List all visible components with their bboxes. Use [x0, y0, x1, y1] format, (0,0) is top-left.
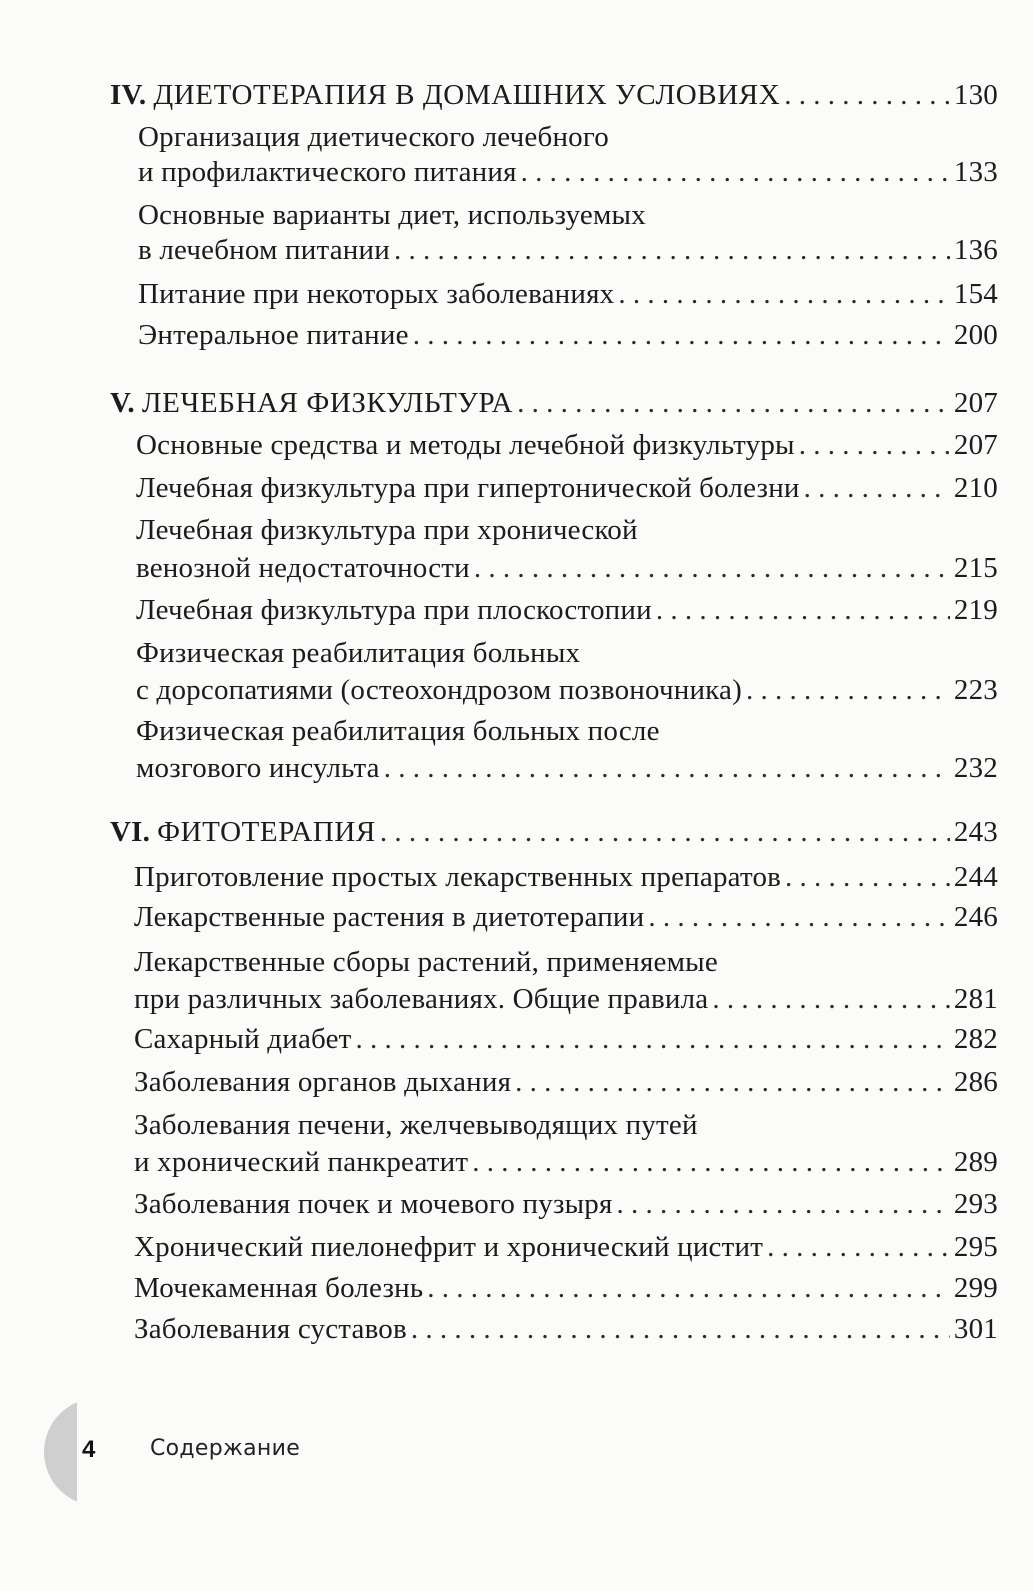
page-footer [0, 1398, 400, 1508]
toc-entry [134, 1230, 998, 1264]
page-number: 299 [953, 1272, 998, 1304]
page-number: 244 [953, 861, 998, 893]
toc-entry [136, 673, 998, 707]
page-number: 301 [953, 1313, 998, 1345]
toc-entry [138, 155, 998, 189]
toc-entry [134, 900, 998, 934]
page-number: 219 [953, 594, 998, 626]
chapter-number: VI. [110, 816, 151, 848]
page-number: 243 [953, 816, 998, 848]
page-number: 293 [953, 1188, 998, 1220]
page-number: 133 [953, 156, 998, 188]
chapter-number: IV. [110, 79, 147, 111]
toc-entry-title: Питание при некоторых заболеваниях [138, 278, 615, 310]
toc-entry [136, 428, 998, 462]
toc-entry-text: Основные варианты диет, используемых [138, 199, 646, 231]
dot-leader [515, 1065, 950, 1099]
dot-leader [427, 1271, 950, 1305]
dot-leader [474, 551, 950, 585]
toc-entry-title: Хронический пиелонефрит и хронический цистит [134, 1231, 764, 1263]
chapter-title: ФИТОТЕРАПИЯ [157, 816, 376, 848]
page-number: 286 [953, 1066, 998, 1098]
dot-leader [656, 593, 950, 627]
dot-leader [804, 471, 950, 505]
toc-entry [134, 1187, 998, 1221]
page-number: 215 [953, 552, 998, 584]
toc-entry-title: и профилактического питания [138, 156, 517, 188]
chapter-number: V. [110, 387, 135, 419]
toc-entry-title: Заболевания суставов [134, 1313, 407, 1345]
toc-entry-text: Физическая реабилитация больных [136, 637, 581, 669]
toc-entry [138, 233, 998, 267]
toc-entry-line1 [136, 513, 998, 547]
toc-entry [134, 1022, 998, 1056]
dot-leader [472, 1145, 950, 1179]
toc-entry-title: Лечебная физкультура при гипертонической болезни [136, 472, 800, 504]
dot-leader [784, 78, 950, 112]
toc-entry-title: Сахарный диабет [134, 1023, 352, 1055]
chapter-title: ДИЕТОТЕРАПИЯ В ДОМАШНИХ УСЛОВИЯХ [153, 79, 781, 111]
toc-entry-text: Организация диетического лечебного [138, 121, 609, 153]
toc-entry-title: Приготовление простых лекарственных препаратов [134, 861, 782, 893]
dot-leader [799, 428, 950, 462]
dot-leader [411, 1312, 950, 1346]
dot-leader [380, 815, 950, 849]
dot-leader [767, 1230, 950, 1264]
toc-entry-title: с дорсопатиями (остеохондрозом позвоночника) [136, 674, 742, 706]
toc-entry-text: Заболевания печени, желчевыводящих путей [134, 1109, 698, 1141]
toc-entry-title [110, 815, 376, 849]
toc-entry-line1 [138, 120, 998, 154]
chapter-title: ЛЕЧЕБНАЯ ФИЗКУЛЬТУРА [141, 387, 514, 419]
toc-entry-title [110, 386, 513, 420]
toc-entry-line1 [138, 198, 998, 232]
toc-entry-title: Заболевания почек и мочевого пузыря [134, 1188, 613, 1220]
toc-entry-title: мозгового инсульта [136, 752, 380, 784]
toc-entry-line1 [136, 636, 998, 670]
page-number: 200 [953, 319, 998, 351]
page-number: 232 [953, 752, 998, 784]
toc-entry [134, 860, 998, 894]
toc-entry-title: венозной недостаточности [136, 552, 470, 584]
toc-entry [134, 982, 998, 1016]
page-number: 130 [953, 79, 998, 111]
dot-leader [785, 860, 950, 894]
page-number: 281 [953, 983, 998, 1015]
toc-entry [134, 1271, 998, 1305]
toc-entry [136, 471, 998, 505]
toc-entry-title: Лечебная физкультура при плоскостопии [136, 594, 652, 626]
toc-entry [138, 318, 998, 352]
footer-page-number: 4 [82, 1436, 96, 1463]
toc-entry [136, 751, 998, 785]
page-number: 207 [953, 387, 998, 419]
toc-entry-title: Энтеральное питание [138, 319, 409, 351]
dot-leader [413, 318, 950, 352]
toc-entry-title: в лечебном питании [138, 234, 390, 266]
toc-entry [134, 1145, 998, 1179]
page-number: 154 [953, 278, 998, 310]
page-number: 246 [953, 901, 998, 933]
toc-entry [136, 593, 998, 627]
toc-entry-line1 [134, 945, 998, 979]
page-number: 282 [953, 1023, 998, 1055]
toc-entry-text: Физическая реабилитация больных после [136, 715, 660, 747]
toc-entry [134, 1312, 998, 1346]
toc-entry-text: Лечебная физкультура при хронической [136, 514, 638, 546]
dot-leader [648, 900, 950, 934]
toc-entry-title: при различных заболеваниях. Общие правила [134, 983, 709, 1015]
footer-section-label: Содержание [150, 1436, 301, 1461]
toc-entry-title: Заболевания органов дыхания [134, 1066, 512, 1098]
page-number: 295 [953, 1231, 998, 1263]
toc-entry-title: Основные средства и методы лечебной физкультуры [136, 429, 795, 461]
dot-leader [617, 1187, 950, 1221]
page-number: 210 [953, 472, 998, 504]
page-number: 223 [953, 674, 998, 706]
page-number: 136 [953, 234, 998, 266]
toc-entry-text: Лекарственные сборы растений, применяемые [134, 946, 718, 978]
toc-chapter [110, 386, 998, 420]
toc-chapter [110, 815, 998, 849]
dot-leader [517, 386, 950, 420]
toc-entry [136, 551, 998, 585]
dot-leader [394, 233, 950, 267]
dot-leader [356, 1022, 950, 1056]
dot-leader [521, 155, 950, 189]
toc-entry-title: и хронический панкреатит [134, 1146, 469, 1178]
dot-leader [384, 751, 950, 785]
toc-entry-title [110, 78, 780, 112]
toc-entry-title: Мочекаменная болезнь [134, 1272, 424, 1304]
toc-entry [134, 1065, 998, 1099]
dot-leader [746, 673, 950, 707]
toc-entry [138, 277, 998, 311]
dot-leader [712, 982, 950, 1016]
toc-entry-line1 [136, 714, 998, 748]
toc-entry-title: Лекарственные растения в диетотерапии [134, 901, 645, 933]
page-number: 207 [953, 429, 998, 461]
page-number: 289 [953, 1146, 998, 1178]
toc-entry-line1 [134, 1108, 998, 1142]
toc-chapter [110, 78, 998, 112]
dot-leader [618, 277, 950, 311]
